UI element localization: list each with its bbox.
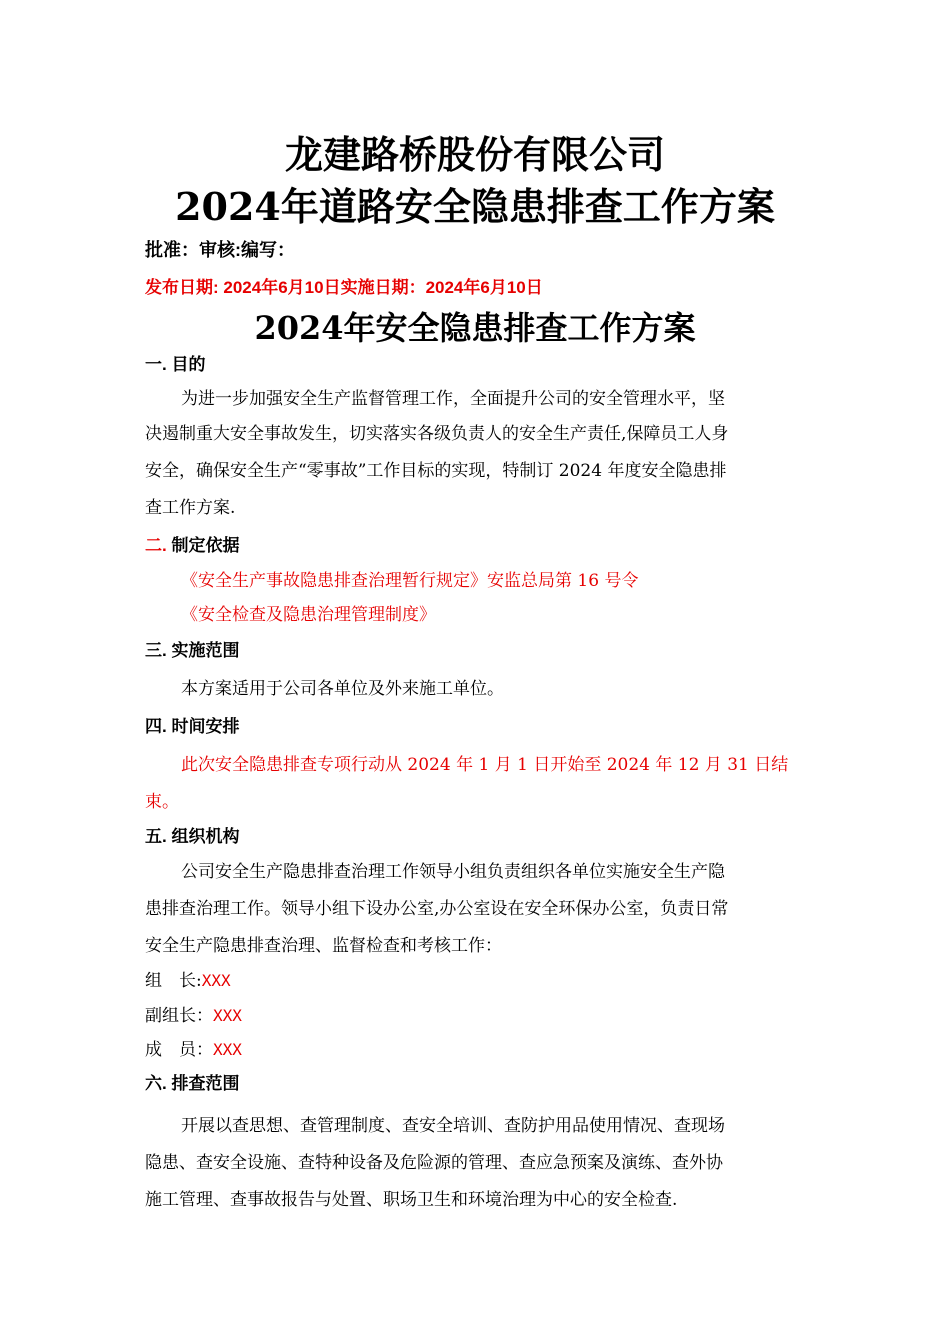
section-number: 二. xyxy=(145,536,167,555)
paragraph-line: 此次安全隐患排查专项行动从 2024 年 1 月 1 日开始至 2024 年 12 月 31 日结 xyxy=(181,755,789,775)
paragraph-line: 施工管理、查事故报告与处置、职场卫生和环境治理为中心的安全检查. xyxy=(145,1190,678,1210)
approval-line: 批准：审核:编写： xyxy=(145,240,295,260)
member-row xyxy=(145,1035,810,1060)
section-heading-basis xyxy=(145,531,239,556)
paragraph-line: 决遏制重大安全事故发生，切实落实各级负责人的安全生产责任,保障员工人身 xyxy=(145,424,729,444)
plan-title: 2024年道路安全隐患排查工作方案 xyxy=(175,184,775,229)
plan-subtitle: 2024年安全隐患排查工作方案 xyxy=(254,309,696,347)
paragraph-line: 查工作方案. xyxy=(145,498,236,518)
reference-item: 《安全检查及隐患治理管理制度》 xyxy=(181,605,436,625)
section-heading-inspection-scope: 六. 排查范围 xyxy=(145,1074,240,1093)
leader-label: 组 长: xyxy=(145,971,202,991)
paragraph-line: 安全，确保安全生产“零事故”工作目标的实现，特制订 2024 年度安全隐患排 xyxy=(145,461,727,481)
paragraph-line: 安全生产隐患排查治理、监督检查和考核工作： xyxy=(145,936,502,956)
section-title: 制定依据 xyxy=(166,536,240,555)
leader-row xyxy=(145,966,810,991)
company-title: 龙建路桥股份有限公司 xyxy=(284,132,665,177)
member-value: XXX xyxy=(213,1040,242,1059)
paragraph-line: 开展以查思想、查管理制度、查安全培训、查防护用品使用情况、查现场 xyxy=(181,1116,725,1136)
paragraph-line: 为进一步加强安全生产监督管理工作，全面提升公司的安全管理水平，坚 xyxy=(181,389,725,409)
reference-item: 《安全生产事故隐患排查治理暂行规定》安监总局第 16 号令 xyxy=(181,571,639,591)
paragraph-line: 公司安全生产隐患排查治理工作领导小组负责组织各单位实施安全生产隐 xyxy=(181,862,725,882)
section-heading-purpose: 一. 目的 xyxy=(145,355,206,374)
paragraph-line: 隐患、查安全设施、查特种设备及危险源的管理、查应急预案及演练、查外协 xyxy=(145,1153,723,1173)
paragraph-line: 患排查治理工作。领导小组下设办公室,办公室设在安全环保办公室，负责日常 xyxy=(145,899,729,919)
paragraph-line: 束。 xyxy=(145,792,179,812)
section-heading-scope: 三. 实施范围 xyxy=(145,641,240,660)
dates-line: 发布日期: 2024年6月10日实施日期：2024年6月10日 xyxy=(145,278,543,297)
deputy-value: XXX xyxy=(213,1006,242,1025)
leader-value: XXX xyxy=(201,971,231,990)
section-heading-organization: 五. 组织机构 xyxy=(145,827,240,846)
deputy-label: 副组长： xyxy=(145,1006,213,1026)
deputy-row xyxy=(145,1001,810,1026)
paragraph-line: 本方案适用于公司各单位及外来施工单位。 xyxy=(181,679,504,699)
section-heading-schedule: 四. 时间安排 xyxy=(145,717,240,736)
member-label: 成 员： xyxy=(145,1040,213,1060)
